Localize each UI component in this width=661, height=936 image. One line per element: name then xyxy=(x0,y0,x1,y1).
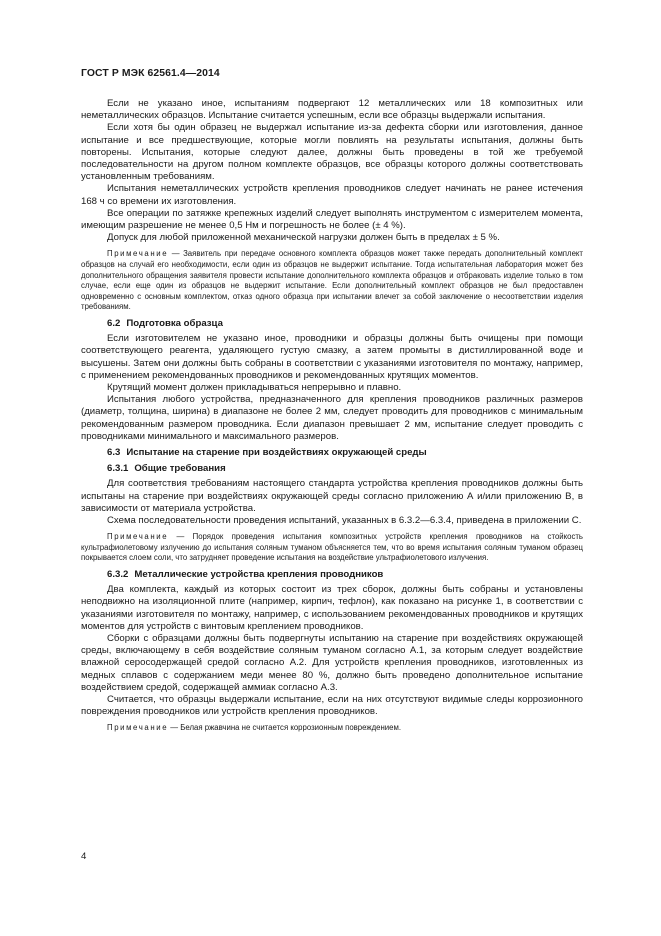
section-number: 6.2 xyxy=(107,318,121,329)
paragraph: Крутящий момент должен прикладываться непрерывно и плавно. xyxy=(107,382,402,394)
paragraph: Допуск для любой приложенной механической нагрузки должен быть в пределах ± 5 %. xyxy=(107,232,500,244)
paragraph: Схема последовательности проведения испытаний, указанных в 6.3.2—6.3.4, приведена в приложении С. xyxy=(107,515,582,527)
section-title: Испытание на старение при воздействиях окружающей среды xyxy=(126,447,427,459)
paragraph: Два комплекта, каждый из которых состоит из трех сборок, должны быть собраны и установлены неподвижно на изоляционной плите (например, кирпич, тефлон), как показано на рисунке 1, в соответствии с указаниями изготовителя по монтажу, например, с использованием рекомендованных проводников и крутящих моментов для устройств с винтовым креплением проводников. xyxy=(81,584,583,632)
paragraph: Испытания любого устройства, предназначенного для крепления проводников различных размеров (диаметр, толщина, ширина) в диапазоне не более 2 мм, следует проводить для проводников с минимальным рекомендованным размером проводника. Если диапазон превышает 2 мм, испытание следует проводить с проводниками минимального и максимального размеров. xyxy=(81,394,583,442)
section-title: Подготовка образца xyxy=(126,318,223,329)
section-heading-6-2 xyxy=(81,318,583,330)
section-title: Общие требования xyxy=(134,463,226,475)
paragraph: Если изготовителем не указано иное, проводники и образцы должны быть очищены при помощи соответствующего реагента, удаляющего густую смазку, а затем промыты в дистиллированной воде и высушены. Затем они должны быть собраны в соответствии с указаниями изготовителя по монтажу, например, с применением рекомендованных проводников и рекомендованных крутящих моментов. xyxy=(81,333,583,381)
document-body xyxy=(81,98,583,739)
section-title: Металлические устройства крепления проводников xyxy=(134,569,384,581)
section-number: 6.3.1 xyxy=(107,463,129,475)
note xyxy=(81,249,583,313)
section-heading-6-3-2 xyxy=(81,569,583,581)
paragraph: Испытания неметаллических устройств крепления проводников следует начинать не ранее истечения 168 ч со времени их изготовления. xyxy=(81,183,583,207)
note-label: Примечание xyxy=(107,723,169,733)
note xyxy=(81,532,583,564)
note-label: Примечание xyxy=(107,532,169,542)
paragraph: Если хотя бы один образец не выдержал испытание из-за дефекта сборки или изготовления, данное испытание и все предшествующие, которые могли повлиять на результаты испытания, должны быть повторены. Испытания, которые следуют далее, должны быть проведены в той же требуемой последовательности на другом полном комплекте образцов, все образцы которого должны соответствовать установленным требованиям. xyxy=(81,122,583,183)
section-number: 6.3.2 xyxy=(107,569,129,581)
document-header: ГОСТ Р МЭК 62561.4—2014 xyxy=(81,68,220,79)
paragraph: Сборки с образцами должны быть подвергнуты испытанию на старение при воздействиях окружающей среды, включающему в себя воздействие соляным туманом согласно А.1, за которым следует воздействие влажной серосодержащей средой согласно А.2. Для устройств крепления проводников, изготовленных из медных сплавов с содержанием меди менее 80 %, должно быть проведено дополнительное испытание воздействием средой, содержащей аммиак согласно А.3. xyxy=(81,633,583,693)
paragraph: Если не указано иное, испытаниям подвергают 12 металлических или 18 композитных или неметаллических образцов. Испытание считается успешным, если все образцы выдержали испытания. xyxy=(81,98,583,122)
section-heading-6-3 xyxy=(81,447,583,459)
page-number: 4 xyxy=(81,851,87,862)
note-label: Примечание xyxy=(107,249,169,259)
section-heading-6-3-1 xyxy=(81,463,583,475)
paragraph: Для соответствия требованиям настоящего стандарта устройства крепления проводников должны быть испытаны на старение при воздействиях окружающей среды согласно приложению А и/или приложению В, в зависимости от материала устройства. xyxy=(81,478,583,514)
paragraph: Считается, что образцы выдержали испытание, если на них отсутствуют видимые следы коррозионного повреждения проводников или устройств крепления проводников. xyxy=(81,694,583,718)
section-number: 6.3 xyxy=(107,447,121,459)
note-text: — Порядок проведения испытания композитных устройств крепления проводников на стойкость культрафиолетовому излучению до испытания соляным туманом объясняется тем, что во время испытания соляным туманом образец покрывается слоем соли, что затрудняет проведение испытания на воздействие ультрафиолетового излучения. xyxy=(81,532,583,563)
note-text: — Белая ржавчина не считается коррозионным повреждением. xyxy=(168,723,402,733)
paragraph: Все операции по затяжке крепежных изделий следует выполнять инструментом с измерителем момента, имеющим разрешение не менее 0,5 Нм и погрешность не более (± 4 %). xyxy=(81,207,583,232)
note xyxy=(81,723,583,734)
note-text: — Заявитель при передаче основного комплекта образцов может также передать дополнительный комплект образцов на случай его необходимости, если один из образцов не выдержит испытание. Тогда испытательная лаборатория может без дополнительного обращения заявителя провести испытание дополнительного комплекта образцов и отбраковать изделие только в том случае, если еще один из образцов не выдержит испытание. Если дополнительный комплект образцов не был предоставлен одновременно с основным комплектом, отказ одного образца при испытании влечет за собой заключение о несоответствии изделия требованиям. xyxy=(81,249,583,312)
